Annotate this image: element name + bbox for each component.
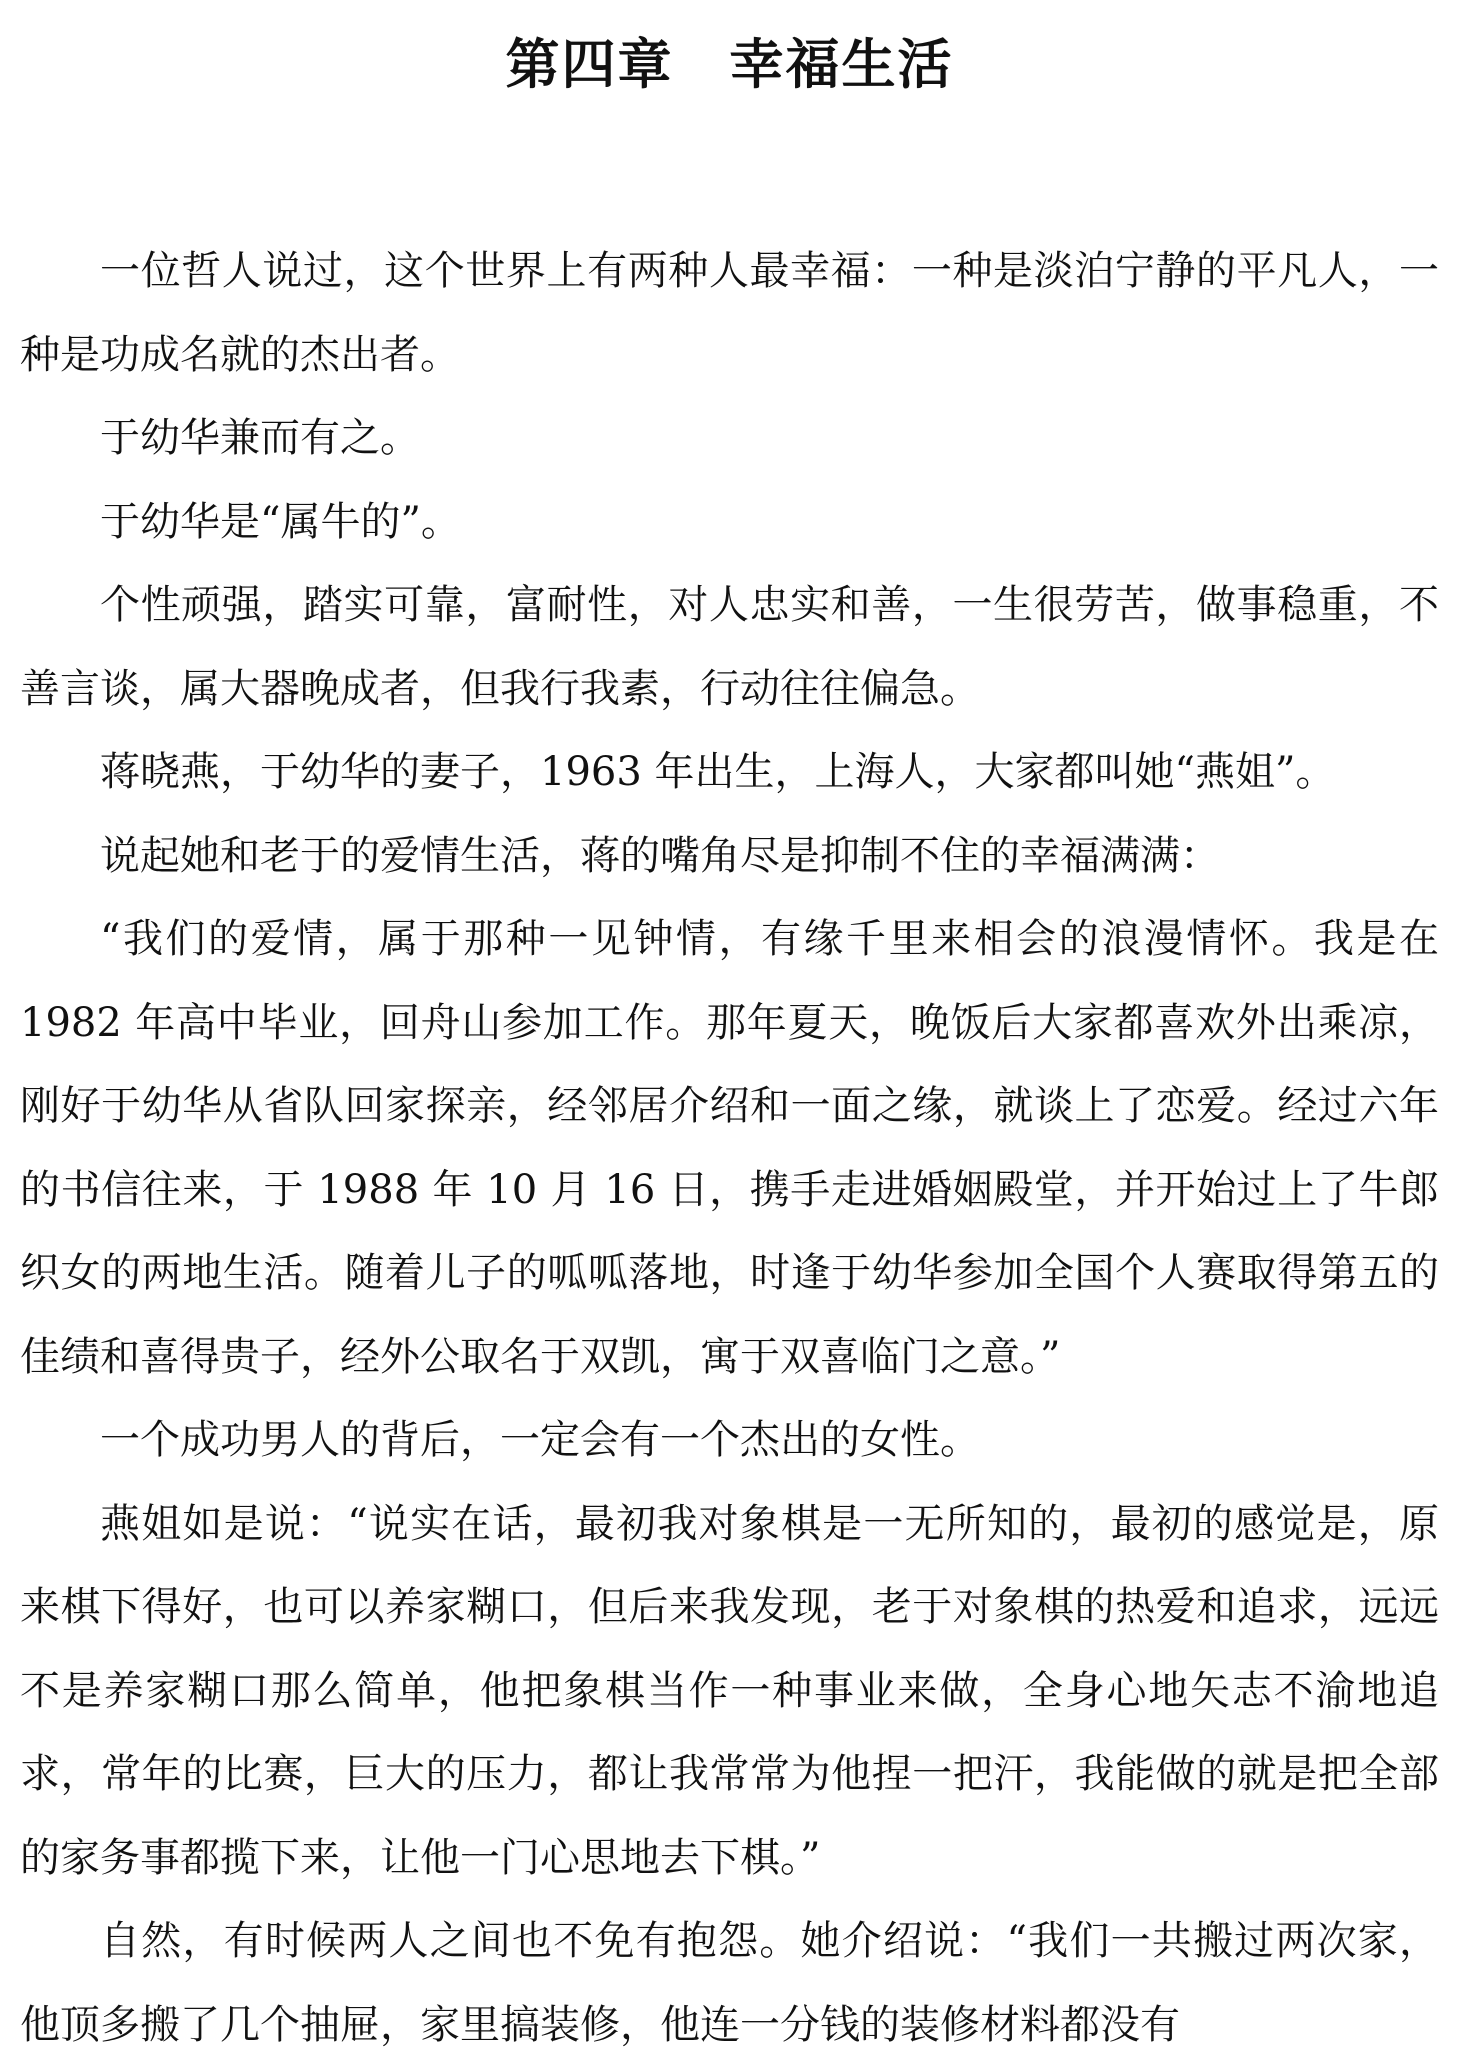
paragraph-2: 于幼华兼而有之。 bbox=[100, 415, 420, 461]
paragraph-7: “我们的爱情，属于那种一见钟情，有缘千里来相会的浪漫情怀。我是在 1982 年高中毕业，回舟山参加工作。那年夏天，晚饭后大家都喜欢外出乘凉，刚好于幼华从省队回家探亲，经邻居介绍和一面之缘，就谈上了恋爱。经过六年的书信往来，于 1988 年 10 月 16 日，携手走进婚姻殿堂，并开始过上了牛郎织女的两地生活。随着儿子的呱呱落地，时逢于幼华参加全国个人赛取得第五的佳绩和喜得贵子，经外公取名于双凯，寓于双喜临门之意。” bbox=[20, 916, 1439, 1380]
chapter-title: 第四章 幸福生活 bbox=[505, 32, 954, 96]
paragraph-4: 个性顽强，踏实可靠，富耐性，对人忠实和善，一生很劳苦，做事稳重，不善言谈，属大器晚成者，但我行我素，行动往往偏急。 bbox=[20, 582, 1439, 712]
chapter-body bbox=[20, 230, 1439, 2067]
paragraph-1: 一位哲人说过，这个世界上有两种人最幸福：一种是淡泊宁静的平凡人，一种是功成名就的杰出者。 bbox=[20, 248, 1439, 378]
paragraph-8: 一个成功男人的背后，一定会有一个杰出的女性。 bbox=[100, 1417, 980, 1463]
paragraph-10: 自然，有时候两人之间也不免有抱怨。她介绍说：“我们一共搬过两次家，他顶多搬了几个抽屉，家里搞装修，他连一分钱的装修材料都没有 bbox=[20, 1918, 1439, 2048]
paragraph-5: 蒋晓燕，于幼华的妻子，1963 年出生，上海人，大家都叫她“燕姐”。 bbox=[100, 749, 1336, 795]
paragraph-6: 说起她和老于的爱情生活，蒋的嘴角尽是抑制不住的幸福满满： bbox=[100, 832, 1220, 879]
paragraph-9: 燕姐如是说：“说实在话，最初我对象棋是一无所知的，最初的感觉是，原来棋下得好，也可以养家糊口，但后来我发现，老于对象棋的热爱和追求，远远不是养家糊口那么简单，他把象棋当作一种事业来做，全身心地矢志不渝地追求，常年的比赛，巨大的压力，都让我常常为他捏一把汗，我能做的就是把全部的家务事都揽下来，让他一门心思地去下棋。” bbox=[20, 1500, 1439, 1881]
paragraph-3: 于幼华是“属牛的”。 bbox=[100, 498, 461, 545]
